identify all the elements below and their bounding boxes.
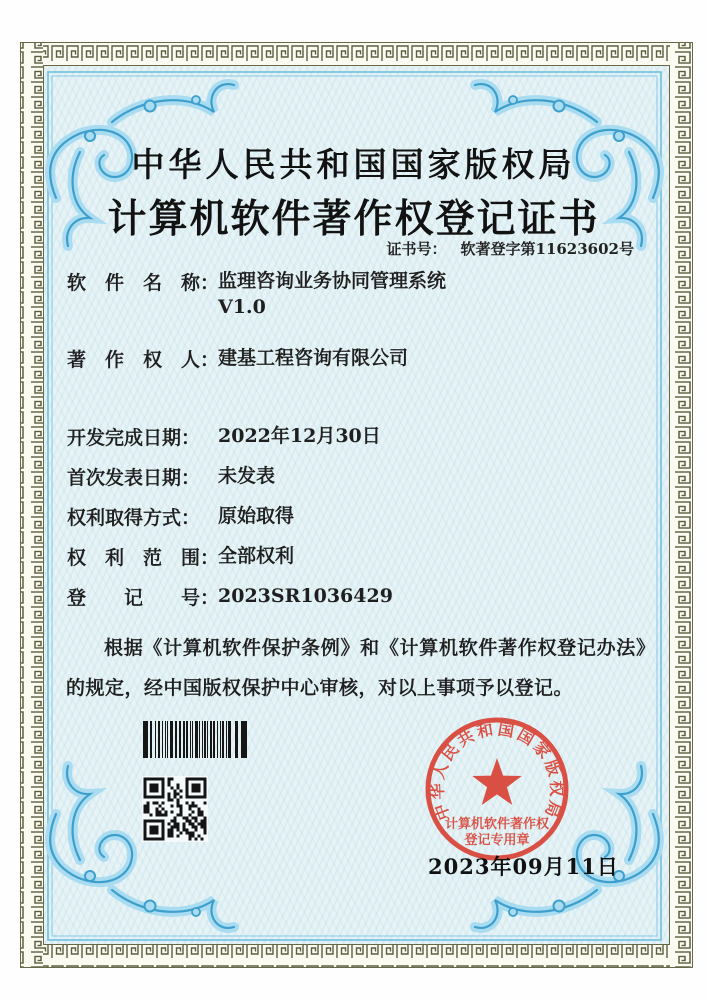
field-value [218, 268, 638, 320]
seal-text-line1: 计算机软件著作权 [444, 817, 550, 832]
barcode [143, 721, 247, 762]
field-value: 建基工程咨询有限公司 [218, 347, 409, 369]
certificate-title: 计算机软件著作权登记证书 [107, 196, 600, 242]
qr-code [142, 776, 208, 846]
field-label: 权利取得方式： [67, 507, 201, 529]
certificate-number [0, 238, 634, 259]
field-row-rights-scope [67, 543, 647, 570]
authority-title: 中华人民共和国国家版权局 [131, 145, 576, 184]
field-row-software-name [67, 268, 647, 318]
seal-text-line2: 登记专用章 [464, 833, 530, 848]
issue-date: 2023年09月11日 [428, 854, 619, 879]
certificate-number-label: 证书号： [386, 240, 447, 258]
field-value: 全部权利 [218, 545, 295, 567]
field-row-first-publication [67, 463, 647, 490]
field-value: 未发表 [218, 465, 276, 487]
field-label: 开发完成日期： [67, 427, 201, 449]
field-label: 著 作 权 人： [67, 349, 220, 371]
software-version: V1.0 [218, 296, 266, 318]
field-label: 软 件 名 称： [67, 272, 220, 294]
field-row-copyright-owner [67, 345, 647, 372]
field-row-acquisition-method [67, 503, 647, 530]
field-value: 2022年12月30日 [218, 425, 381, 447]
official-seal [421, 713, 573, 869]
software-name: 监理咨询业务协同管理系统 [218, 270, 447, 292]
field-row-registration-number [67, 583, 647, 610]
certificate-number-value: 软著登字第11623602号 [460, 240, 634, 258]
seal-ring-text: 中华人民共和国国家版权局 [427, 719, 567, 823]
red-star-icon [472, 758, 521, 805]
field-value: 2023SR1036429 [218, 585, 393, 607]
field-value: 原始取得 [218, 505, 295, 527]
field-row-completion-date [67, 423, 647, 450]
field-label: 首次发表日期： [67, 467, 201, 489]
statement-paragraph: 根据《计算机软件保护条例》和《计算机软件著作权登记办法》的规定，经中国版权保护中心审核，对以上事项予以登记。 [66, 637, 646, 699]
field-label: 权 利 范 围： [67, 547, 220, 569]
field-label: 登 记 号： [67, 587, 220, 609]
